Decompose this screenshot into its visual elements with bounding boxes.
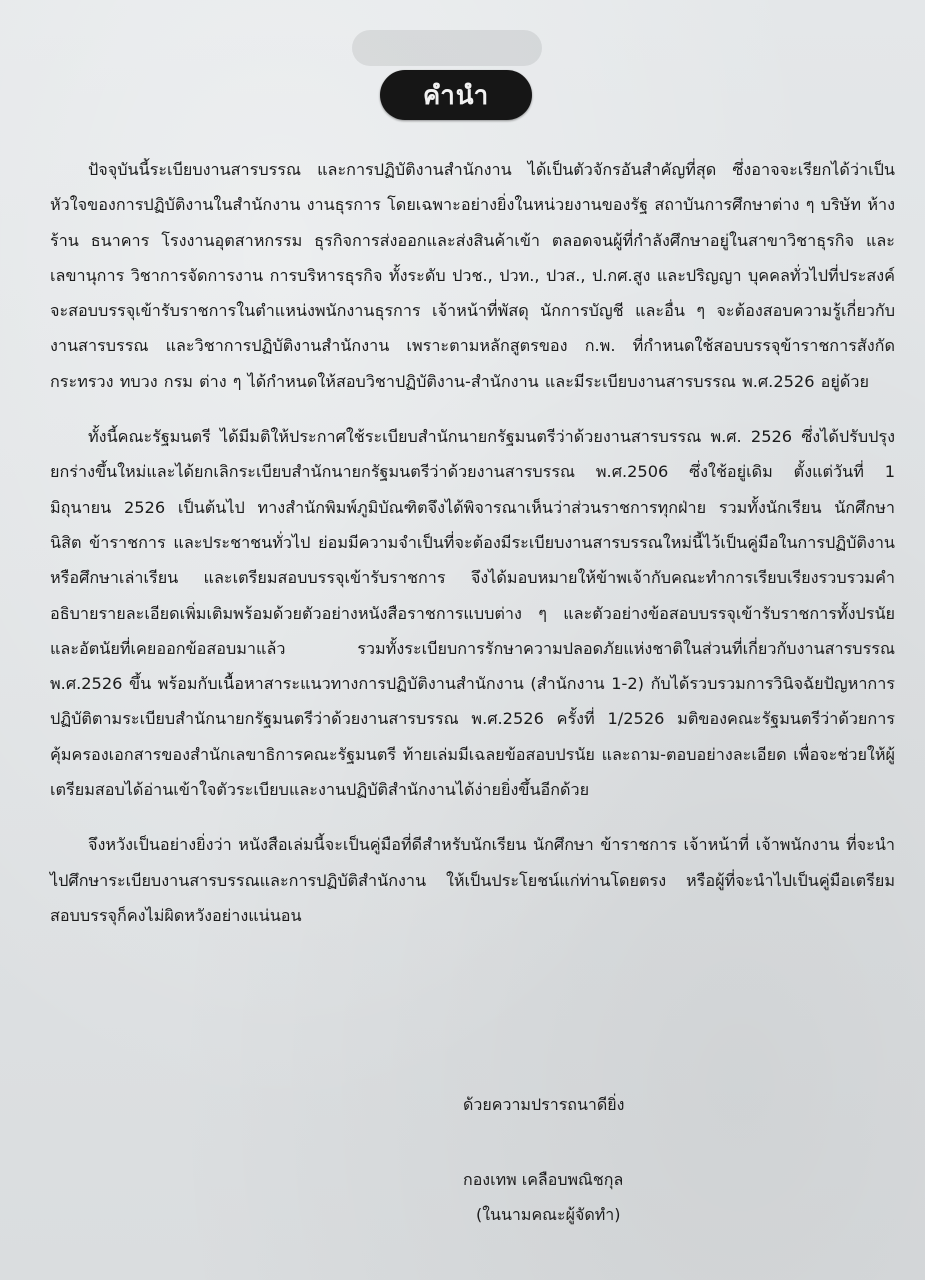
document-title: คำนำ bbox=[422, 80, 490, 111]
title-badge bbox=[380, 70, 532, 120]
signature-name: กองเทพ เคลือบพณิชกุล bbox=[463, 1170, 624, 1189]
signature-closing: ด้วยความปรารถนาดียิ่ง bbox=[463, 1095, 625, 1114]
preface-body bbox=[50, 152, 895, 953]
paragraph-1: ปัจจุบันนี้ระเบียบงานสารบรรณ และการปฏิบัติงานสำนักงาน ได้เป็นตัวจักรอันสำคัญที่สุด ซึ่งอาจจะเรียกได้ว่าเป็นหัวใจของการปฏิบัติงานในสำนักงาน งานธุรการ โดยเฉพาะอย่างยิ่งในหน่วยงานของรัฐ สถาบันการศึกษาต่าง ๆ บริษัท ห้างร้าน ธนาคาร โรงงานอุตสาหกรรม ธุรกิจการส่งออกและส่งสินค้าเข้า ตลอดจนผู้ที่กำลังศึกษาอยู่ในสาขาวิชาธุรกิจ และเลขานุการ วิชาการจัดการงาน การบริหารธุรกิจ ทั้งระดับ ปวช., ปวท., ปวส., ป.กศ.สูง และปริญญา บุคคลทั่วไปที่ประสงค์จะสอบบรรจุเข้ารับราชการในตำแหน่งพนักงานธุรการ เจ้าหน้าที่พัสดุ นักการบัญชี และอื่น ๆ จะต้องสอบความรู้เกี่ยวกับงานสารบรรณ และวิชาการปฏิบัติงานสำนักงาน เพราะตามหลักสูตรของ ก.พ. ที่กำหนดใช้สอบบรรจุข้าราชการสังกัดกระทรวง ทบวง กรม ต่าง ๆ ได้กำหนดให้สอบวิชาปฏิบัติงาน-สำนักงาน และมีระเบียบงานสารบรรณ พ.ศ.2526 อยู่ด้วย bbox=[50, 160, 895, 391]
paragraph-3: จึงหวังเป็นอย่างยิ่งว่า หนังสือเล่มนี้จะเป็นคู่มือที่ดีสำหรับนักเรียน นักศึกษา ข้าราชการ เจ้าหน้าที่ เจ้าพนักงาน ที่จะนำไปศึกษาระเบียบงานสารบรรณและการปฏิบัติสำนักงาน ให้เป็นประโยชน์แก่ท่านโดยตรง หรือผู้ที่จะนำไปเป็นคู่มือเตรียมสอบบรรจุก็คงไม่ผิดหวังอย่างแน่นอน bbox=[50, 835, 895, 925]
signature-role: (ในนามคณะผู้จัดทำ) bbox=[476, 1205, 621, 1224]
paragraph-2: ทั้งนี้คณะรัฐมนตรี ได้มีมติให้ประกาศใช้ระเบียบสำนักนายกรัฐมนตรีว่าด้วยงานสารบรรณ พ.ศ. 2526 ซึ่งได้ปรับปรุงยกร่างขึ้นใหม่และได้ยกเลิกระเบียบสำนักนายกรัฐมนตรีว่าด้วยงานสารบรรณ พ.ศ.2506 ซึ่งใช้อยู่เดิม ตั้งแต่วันที่ 1 มิถุนายน 2526 เป็นต้นไป ทางสำนักพิมพ์ภูมิบัณฑิตจึงได้พิจารณาเห็นว่าส่วนราชการทุกฝ่าย รวมทั้งนักเรียน นักศึกษา นิสิต ข้าราชการ และประชาชนทั่วไป ย่อมมีความจำเป็นที่จะต้องมีระเบียบงานสารบรรณใหม่นี้ไว้เป็นคู่มือในการปฏิบัติงาน หรือศึกษาเล่าเรียน และเตรียมสอบบรรจุเข้ารับราชการ จึงได้มอบหมายให้ข้าพเจ้ากับคณะทำการเรียบเรียงรวบรวมคำอธิบายรายละเอียดเพิ่มเติมพร้อมด้วยตัวอย่างหนังสือราชการแบบต่าง ๆ และตัวอย่างข้อสอบบรรจุเข้ารับราชการทั้งปรนัยและอัตนัยที่เคยออกข้อสอบมาแล้ว รวมทั้งระเบียบการรักษาความปลอดภัยแห่งชาติในส่วนที่เกี่ยวกับงานสารบรรณ พ.ศ.2526 ขึ้น พร้อมกับเนื้อหาสาระแนวทางการปฏิบัติงานสำนักงาน (สำนักงาน 1-2) กับได้รวบรวมการวินิจฉัยปัญหาการปฏิบัติตามระเบียบสำนักนายกรัฐมนตรีว่าด้วยงานสารบรรณ พ.ศ.2526 ครั้งที่ 1/2526 มติของคณะรัฐมนตรีว่าด้วยการคุ้มครองเอกสารของสำนักเลขาธิการคณะรัฐมนตรี ท้ายเล่มมีเฉลยข้อสอบปรนัย และถาม-ตอบอย่างละเอียด เพื่อจะช่วยให้ผู้เตรียมสอบได้อ่านเข้าใจตัวระเบียบและงานปฏิบัติสำนักงานได้ง่ายยิ่งขึ้นอีกด้วย bbox=[50, 427, 895, 800]
faded-header-shadow bbox=[352, 30, 542, 66]
